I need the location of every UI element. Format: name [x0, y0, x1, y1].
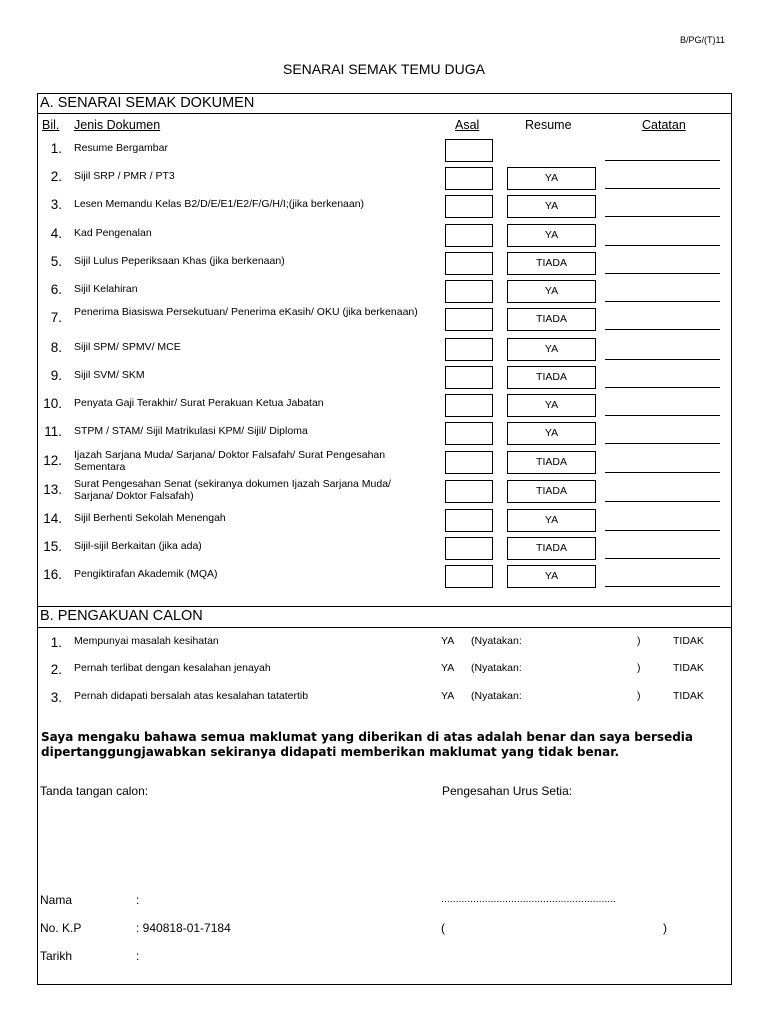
section-b-bottom-divider	[37, 627, 732, 628]
secretariat-paren-open: (	[441, 921, 445, 935]
resume-status-box: YA	[507, 338, 596, 361]
catatan-line[interactable]	[605, 301, 720, 302]
nyatakan-label: (Nyatakan:	[471, 635, 522, 647]
candidate-signature-label: Tanda tangan calon:	[40, 784, 149, 798]
resume-status-box: YA	[507, 394, 596, 417]
catatan-line[interactable]	[605, 415, 720, 416]
header-asal: Asal	[455, 118, 480, 132]
row-number: 2.	[50, 169, 62, 184]
document-label: Sijil SRP / PMR / PT3	[74, 170, 175, 182]
page-title: SENARAI SEMAK TEMU DUGA	[282, 61, 485, 77]
secretariat-paren-close: )	[663, 921, 667, 935]
resume-status-box: YA	[507, 422, 596, 445]
row-number: 3.	[50, 197, 62, 212]
row-number: 7.	[50, 310, 62, 325]
catatan-line[interactable]	[605, 472, 720, 473]
section-a-divider	[37, 113, 732, 114]
document-label: Sijil SVM/ SKM	[74, 369, 145, 381]
document-label: Pengiktirafan Akademik (MQA)	[74, 568, 218, 580]
document-label: Lesen Memandu Kelas B2/D/E/E1/E2/F/G/H/I;(jika berkenaan)	[74, 198, 365, 210]
row-number: 13.	[43, 482, 62, 497]
nyatakan-label: (Nyatakan:	[471, 662, 522, 674]
document-label: Sijil Kelahiran	[74, 283, 138, 295]
resume-status-box: YA	[507, 195, 596, 218]
asal-checkbox[interactable]	[445, 308, 493, 331]
row-number: 9.	[50, 368, 62, 383]
header-bil: Bil.	[42, 118, 60, 132]
document-label: Surat Pengesahan Senat (sekiranya dokumen Ijazah Sarjana Muda/ Sarjana/ Doktor Falsafah)	[74, 478, 391, 502]
catatan-line[interactable]	[605, 558, 720, 559]
row-number: 5.	[50, 254, 62, 269]
asal-checkbox[interactable]	[445, 195, 493, 218]
row-number: 1.	[50, 141, 62, 156]
row-number: 8.	[50, 340, 62, 355]
catatan-line[interactable]	[605, 245, 720, 246]
document-label: Sijil SPM/ SPMV/ MCE	[74, 341, 181, 353]
asal-checkbox[interactable]	[445, 280, 493, 303]
row-number: 4.	[50, 226, 62, 241]
declaration-number: 1.	[50, 635, 62, 650]
resume-status-box: TIADA	[507, 366, 596, 389]
catatan-line[interactable]	[605, 443, 720, 444]
declaration-number: 2.	[50, 662, 62, 677]
asal-checkbox[interactable]	[445, 480, 493, 503]
catatan-line[interactable]	[605, 530, 720, 531]
row-number: 14.	[43, 511, 62, 526]
catatan-line[interactable]	[605, 188, 720, 189]
asal-checkbox[interactable]	[445, 509, 493, 532]
catatan-line[interactable]	[605, 273, 720, 274]
declaration-number: 3.	[50, 690, 62, 705]
header-catatan: Catatan	[642, 118, 686, 132]
row-number: 15.	[43, 539, 62, 554]
tarikh-label: Tarikh	[40, 949, 73, 963]
option-ya[interactable]: YA	[441, 635, 455, 647]
tarikh-value: :	[136, 949, 140, 963]
document-label: Resume Bergambar	[74, 142, 168, 154]
asal-checkbox[interactable]	[445, 167, 493, 190]
row-number: 6.	[50, 282, 62, 297]
option-ya[interactable]: YA	[441, 662, 455, 674]
option-tidak[interactable]: TIDAK	[673, 690, 704, 702]
resume-status-box: TIADA	[507, 308, 596, 331]
row-number: 12.	[43, 453, 62, 468]
option-tidak[interactable]: TIDAK	[673, 662, 704, 674]
declaration-text: Saya mengaku bahawa semua maklumat yang diberikan di atas adalah benar dan saya bersedia dipertanggungjawabkan sekiranya didapati memberikan maklumat yang tidak benar.	[41, 730, 694, 759]
form-code: B/PG/(T)11	[680, 35, 725, 45]
document-label: STPM / STAM/ Sijil Matrikulasi KPM/ Sijil/ Diploma	[74, 425, 308, 437]
asal-checkbox[interactable]	[445, 537, 493, 560]
catatan-line[interactable]	[605, 160, 720, 161]
asal-checkbox[interactable]	[445, 422, 493, 445]
nyatakan-label: (Nyatakan:	[471, 690, 522, 702]
header-resume: Resume	[525, 118, 572, 132]
section-b-top-divider	[37, 606, 732, 607]
row-number: 16.	[43, 567, 62, 582]
nokp-value: : 940818-01-7184	[136, 921, 231, 935]
resume-status-box: YA	[507, 280, 596, 303]
section-a-title: A. SENARAI SEMAK DOKUMEN	[40, 95, 255, 111]
resume-status-box: TIADA	[507, 252, 596, 275]
asal-checkbox[interactable]	[445, 565, 493, 588]
nama-label: Nama	[40, 893, 73, 907]
document-label: Penerima Biasiswa Persekutuan/ Penerima eKasih/ OKU (jika berkenaan)	[74, 306, 418, 318]
asal-checkbox[interactable]	[445, 366, 493, 389]
nyatakan-close: )	[637, 635, 641, 647]
declaration-label: Pernah terlibat dengan kesalahan jenayah	[74, 662, 271, 674]
resume-status-box: YA	[507, 565, 596, 588]
declaration-label: Mempunyai masalah kesihatan	[74, 635, 219, 647]
catatan-line[interactable]	[605, 387, 720, 388]
resume-status-box: TIADA	[507, 537, 596, 560]
nokp-label: No. K.P	[40, 921, 82, 935]
resume-status-box: TIADA	[507, 480, 596, 503]
document-label: Sijil Lulus Peperiksaan Khas (jika berkenaan)	[74, 255, 285, 267]
asal-checkbox[interactable]	[445, 252, 493, 275]
document-label: Sijil Berhenti Sekolah Menengah	[74, 512, 226, 524]
nyatakan-close: )	[637, 690, 641, 702]
asal-checkbox[interactable]	[445, 394, 493, 417]
nama-value: :	[136, 893, 140, 907]
section-b-title: B. PENGAKUAN CALON	[40, 608, 203, 624]
asal-checkbox[interactable]	[445, 338, 493, 361]
document-label: Penyata Gaji Terakhir/ Surat Perakuan Ketua Jabatan	[74, 397, 324, 409]
document-label: Ijazah Sarjana Muda/ Sarjana/ Doktor Falsafah/ Surat Pengesahan Sementara	[74, 449, 386, 473]
resume-status-box: YA	[507, 224, 596, 247]
row-number: 11.	[44, 424, 62, 439]
asal-checkbox[interactable]	[445, 224, 493, 247]
resume-status-box: YA	[507, 509, 596, 532]
catatan-line[interactable]	[605, 586, 720, 587]
document-label: Kad Pengenalan	[74, 227, 152, 239]
nyatakan-close: )	[637, 662, 641, 674]
catatan-line[interactable]	[605, 501, 720, 502]
asal-checkbox[interactable]	[445, 139, 493, 162]
asal-checkbox[interactable]	[445, 451, 493, 474]
option-tidak[interactable]: TIDAK	[673, 635, 704, 647]
secretariat-label: Pengesahan Urus Setia:	[442, 784, 573, 798]
document-label: Sijil-sijil Berkaitan (jika ada)	[74, 540, 202, 552]
catatan-line[interactable]	[605, 329, 720, 330]
row-number: 10.	[43, 396, 62, 411]
header-jenis-dokumen: Jenis Dokumen	[74, 118, 161, 132]
catatan-line[interactable]	[605, 359, 720, 360]
resume-status-box: TIADA	[507, 451, 596, 474]
declaration-label: Pernah didapati bersalah atas kesalahan tatatertib	[74, 690, 309, 702]
option-ya[interactable]: YA	[441, 690, 455, 702]
resume-status-box: YA	[507, 167, 596, 190]
catatan-line[interactable]	[605, 216, 720, 217]
secretariat-name-line: ............................................................	[441, 893, 617, 905]
